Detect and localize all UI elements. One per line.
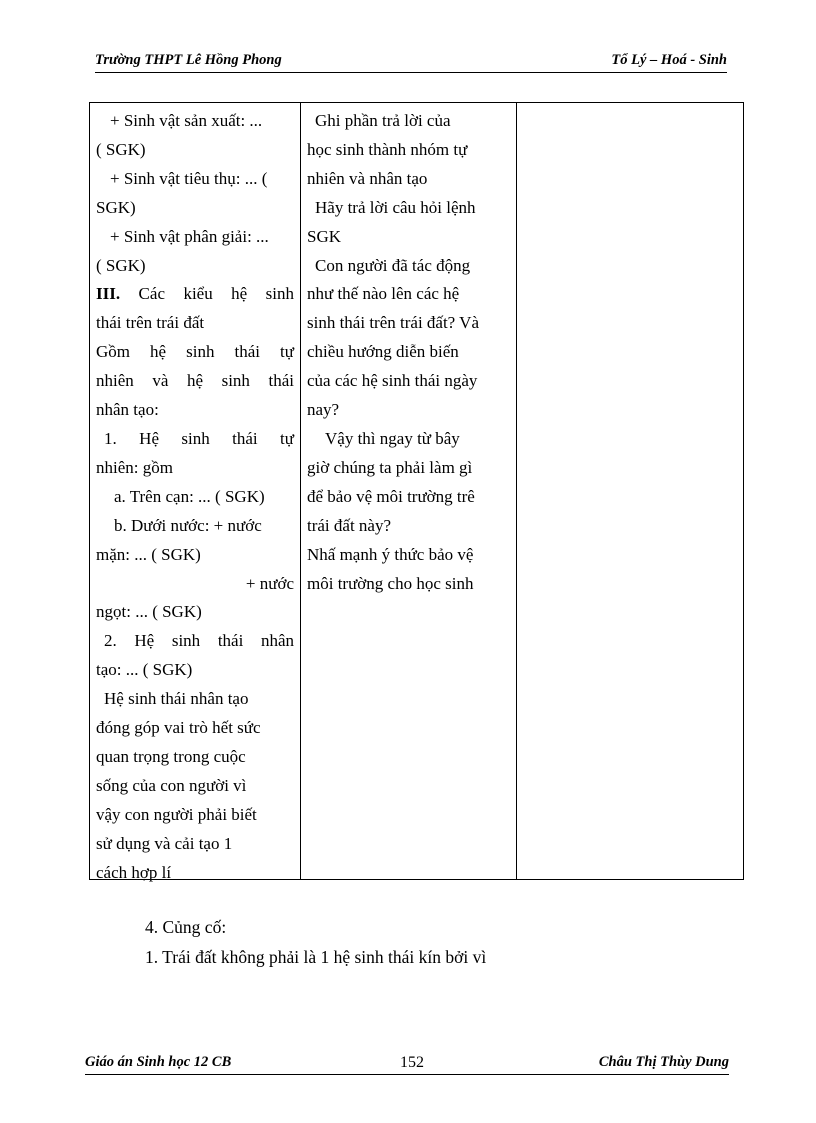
- table-line: thái trên trái đất: [96, 313, 205, 333]
- table-line: nhiên và nhân tạo: [307, 168, 428, 188]
- table-line: của các hệ sinh thái ngày: [307, 371, 478, 391]
- table-line: chiều hướng diễn biến: [307, 342, 459, 362]
- table-line: trái đất này?: [307, 515, 392, 535]
- table-line: Gồm hệ sinh thái tự: [96, 342, 294, 362]
- table-line: nhiên: gồm: [96, 457, 173, 477]
- table-line: Ghi phần trả lời của: [315, 111, 451, 130]
- table-line: vậy con người phải biết: [96, 804, 257, 824]
- lesson-table: [89, 102, 744, 880]
- table-line: Hãy trả lời câu hỏi lệnh: [315, 197, 476, 217]
- department-name: Tổ Lý – Hoá - Sinh: [611, 52, 727, 68]
- table-line: SGK: [307, 226, 342, 246]
- table-line: giờ chúng ta phải làm gì: [307, 457, 473, 477]
- table-line: SGK): [96, 197, 136, 217]
- table-line: Vậy thì ngay từ bây: [325, 428, 460, 448]
- table-line: đóng góp vai trò hết sức: [96, 718, 261, 738]
- table-line: ngọt: ... ( SGK): [96, 602, 202, 622]
- review-section: [145, 912, 486, 972]
- table-line: như thế nào lên các hệ: [307, 284, 460, 304]
- lesson-plan-title: Giáo án Sinh học 12 CB: [85, 1054, 232, 1070]
- section-heading: III. Các kiểu hệ sinh: [96, 284, 294, 304]
- table-line: 1. Hệ sinh thái tự: [104, 428, 294, 448]
- page-header: [95, 52, 727, 73]
- table-line: b. Dưới nước: + nước: [114, 515, 262, 535]
- table-line: + Sinh vật phân giải: ...: [110, 226, 269, 246]
- table-line: học sinh thành nhóm tự: [307, 139, 468, 159]
- table-line: nay?: [307, 400, 340, 420]
- review-question: 1. Trái đất không phải là 1 hệ sinh thái kín bởi vì: [145, 947, 487, 967]
- table-line: quan trọng trong cuộc: [96, 746, 246, 766]
- table-line: ( SGK): [96, 255, 146, 275]
- empty-column: [517, 103, 743, 879]
- table-line: Hệ sinh thái nhân tạo: [104, 689, 249, 709]
- table-line: ( SGK): [96, 139, 146, 159]
- table-line: 2. Hệ sinh thái nhân: [104, 631, 294, 651]
- table-line: + Sinh vật tiêu thụ: ... (: [110, 168, 268, 188]
- table-line: cách hợp lí: [96, 862, 172, 882]
- table-line: + Sinh vật sản xuất: ...: [110, 111, 263, 130]
- table-line: môi trường cho học sinh: [307, 573, 474, 593]
- table-line: + nước: [245, 573, 294, 593]
- page-number: 152: [400, 1054, 424, 1071]
- table-line: sinh thái trên trái đất? Và: [307, 313, 479, 333]
- activity-column: [301, 103, 517, 879]
- table-line: nhiên và hệ sinh thái: [96, 371, 294, 391]
- table-line: a. Trên cạn: ... ( SGK): [114, 486, 265, 506]
- author-name: Châu Thị Thùy Dung: [598, 1054, 729, 1070]
- table-line: sử dụng và cải tạo 1: [96, 833, 233, 853]
- page-footer: [85, 1054, 729, 1075]
- table-line: Con người đã tác động: [315, 255, 471, 275]
- review-heading: 4. Củng cố:: [145, 917, 227, 937]
- table-line: tạo: ... ( SGK): [96, 660, 193, 680]
- table-line: nhân tạo:: [96, 400, 159, 420]
- table-line: Nhấ mạnh ý thức bảo vệ: [307, 544, 474, 564]
- table-line: để bảo vệ môi trường trê: [307, 486, 475, 506]
- content-column: [90, 103, 301, 882]
- school-name: Trường THPT Lê Hồng Phong: [95, 52, 282, 68]
- table-line: mặn: ... ( SGK): [96, 544, 201, 564]
- table-line: sống của con người vì: [96, 775, 247, 795]
